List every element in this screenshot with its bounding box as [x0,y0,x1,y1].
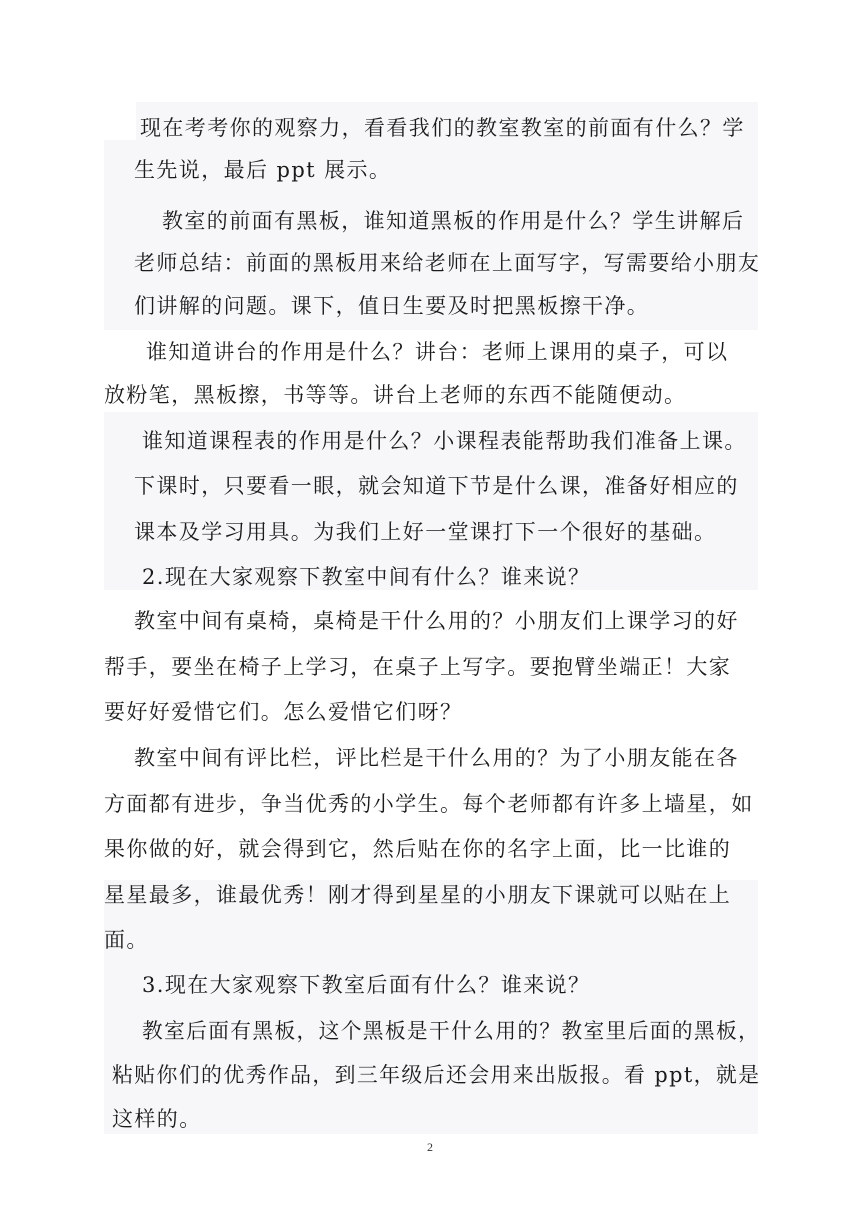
section-heading: 3.现在大家观察下教室后面有什么？谁来说？ [142,973,591,997]
text-line: 粘贴你们的优秀作品，到三年级后还会用来出版报。看 ppt，就是 [112,1063,761,1087]
text-line: 教室中间有评比栏，评比栏是干什么用的？为了小朋友能在各 [134,746,739,770]
text-line: 方面都有进步，争当优秀的小学生。每个老师都有许多上墙星，如 [104,792,754,816]
text-line: 帮手，要坐在椅子上学习，在桌子上写字。要抱臂坐端正！大家 [104,655,732,679]
text-line: 们讲解的问题。课下，值日生要及时把黑板擦干净。 [134,294,650,318]
text-line: 生先说，最后 ppt 展示。 [134,158,392,182]
text-line: 课本及学习用具。为我们上好一堂课打下一个很好的基础。 [134,520,717,544]
text-line: 谁知道课程表的作用是什么？小课程表能帮助我们准备上课。 [142,429,747,453]
text-line: 下课时，只要看一眼，就会知道下节是什么课，准备好相应的 [134,474,739,498]
text-line: 老师总结：前面的黑板用来给老师在上面写字，写需要给小朋友 [134,251,761,275]
text-line: 教室后面有黑板，这个黑板是干什么用的？教室里后面的黑板， [142,1019,761,1043]
text-line: 现在考考你的观察力，看看我们的教室教室的前面有什么？学 [140,116,745,140]
text-line: 教室中间有桌椅，桌椅是干什么用的？小朋友们上课学习的好 [134,609,739,633]
page-number: 2 [427,1140,433,1154]
text-line: 这样的。 [112,1107,202,1131]
text-line: 放粉笔，黑板擦，书等等。讲台上老师的东西不能随便动。 [104,383,687,407]
text-line: 星星最多，谁最优秀！刚才得到星星的小朋友下课就可以贴在上 [104,883,732,907]
text-line: 果你做的好，就会得到它，然后贴在你的名字上面，比一比谁的 [104,837,732,861]
text-line: 教室的前面有黑板，谁知道黑板的作用是什么？学生讲解后 [162,209,745,233]
text-line: 谁知道讲台的作用是什么？讲台：老师上课用的桌子，可以 [146,340,729,364]
text-line: 面。 [104,928,149,952]
section-heading: 2.现在大家观察下教室中间有什么？谁来说？ [142,565,591,589]
text-line: 要好好爱惜它们。怎么爱惜它们呀？ [104,700,463,724]
